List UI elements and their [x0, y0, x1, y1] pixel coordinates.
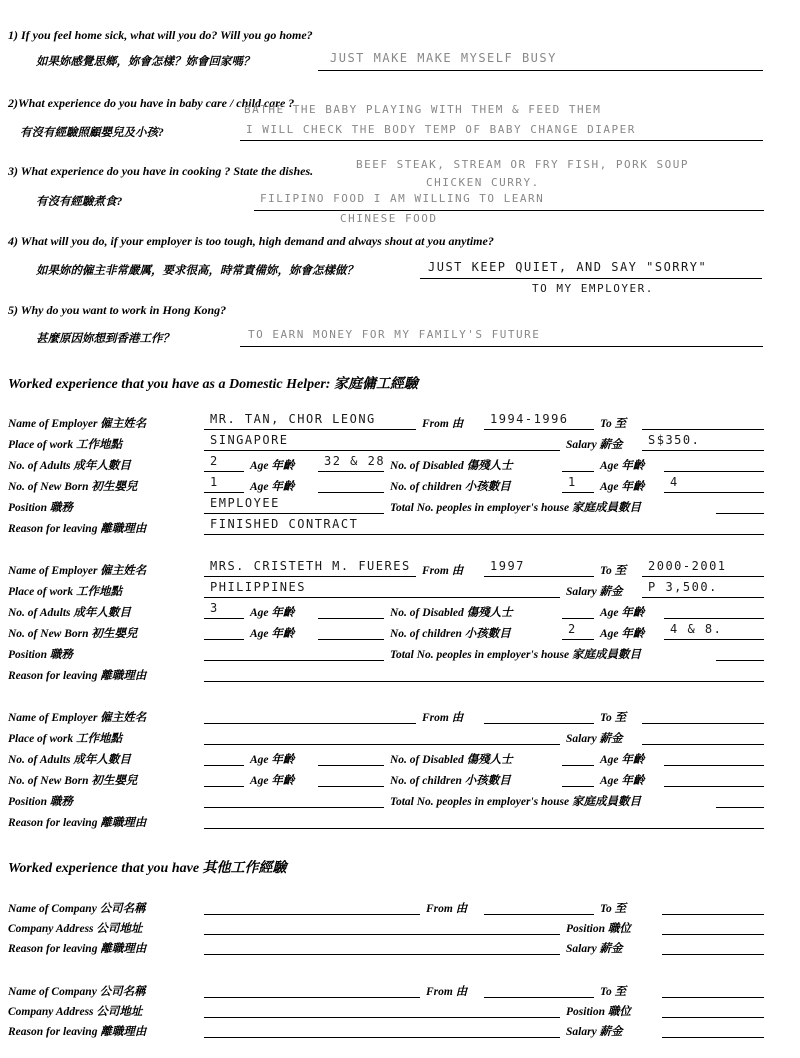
- field-line: [204, 934, 560, 935]
- field-line: [664, 639, 764, 640]
- label-no-disabled: No. of Disabled 傷殘人士: [390, 460, 513, 472]
- field-line: [318, 765, 384, 766]
- field-line: [642, 576, 764, 577]
- field-line: [204, 828, 764, 829]
- field-line: [562, 492, 594, 493]
- field-line: [484, 914, 594, 915]
- field-line: [318, 786, 384, 787]
- answer-4-line-1[interactable]: JUST KEEP QUIET, AND SAY "SORRY": [428, 260, 708, 274]
- field-line: [204, 639, 244, 640]
- domestic-section-title: Worked experience that you have as a Domestic Helper: 家庭傭工經驗: [8, 377, 418, 392]
- label-reason: Reason for leaving 離職理由: [8, 943, 147, 955]
- field-line: [318, 492, 384, 493]
- label-company-address: Company Address 公司地址: [8, 1006, 143, 1018]
- label-no-children: No. of children 小孩數目: [390, 628, 511, 640]
- label-age: Age 年齡: [250, 460, 295, 472]
- answer-3-line-2[interactable]: CHICKEN CURRY.: [426, 176, 540, 189]
- field-line: [204, 723, 416, 724]
- field-line: [204, 997, 420, 998]
- field-line: [484, 576, 594, 577]
- label-to: To 至: [600, 418, 627, 430]
- field-line: [662, 914, 764, 915]
- field-line: [484, 723, 594, 724]
- label-no-newborn: No. of New Born 初生嬰兒: [8, 481, 138, 493]
- field-line: [562, 786, 594, 787]
- adults-age-field[interactable]: 32 & 28: [324, 454, 386, 468]
- question-1: 1) If you feel home sick, what will you do? Will you go home?: [8, 28, 313, 42]
- label-no-newborn: No. of New Born 初生嬰兒: [8, 775, 138, 787]
- label-reason: Reason for leaving 離職理由: [8, 523, 147, 535]
- answer-4-line-2[interactable]: TO MY EMPLOYER.: [532, 282, 654, 295]
- field-line: [642, 597, 764, 598]
- field-line: [484, 429, 594, 430]
- field-line: [204, 429, 416, 430]
- children-count-field[interactable]: 2: [568, 622, 577, 636]
- field-line: [204, 597, 560, 598]
- field-line: [204, 471, 244, 472]
- label-name-company: Name of Company 公司名稱: [8, 986, 146, 998]
- field-line: [662, 1017, 764, 1018]
- question-2: 2)What experience do you have in baby care / child care ?: [8, 96, 295, 110]
- field-line: [204, 744, 560, 745]
- label-position: Position 職務: [8, 649, 73, 661]
- field-line: [716, 513, 764, 514]
- field-line: [664, 786, 764, 787]
- answer-1-line-1[interactable]: JUST MAKE MAKE MYSELF BUSY: [330, 51, 557, 65]
- employer-name-field[interactable]: MR. TAN, CHOR LEONG: [210, 412, 376, 426]
- question-1-zh: 如果妳感覺思鄉，妳會怎樣？妳會回家嗎？: [36, 56, 255, 68]
- label-no-adults: No. of Adults 成年人數目: [8, 754, 131, 766]
- field-line: [204, 534, 764, 535]
- employer-to-field[interactable]: 2000-2001: [648, 559, 727, 573]
- adults-count-field[interactable]: 2: [210, 454, 219, 468]
- label-salary: Salary 薪金: [566, 733, 623, 745]
- answer-3-line-1[interactable]: BEEF STEAK, STREAM OR FRY FISH, PORK SOUP: [356, 158, 690, 171]
- newborn-count-field[interactable]: 1: [210, 475, 219, 489]
- field-line: [204, 618, 244, 619]
- answer-2-line-2[interactable]: I WILL CHECK THE BODY TEMP OF BABY CHANGE DIAPER: [246, 123, 636, 136]
- label-age: Age 年齡: [250, 775, 295, 787]
- adults-count-field[interactable]: 3: [210, 601, 219, 615]
- field-line: [204, 914, 420, 915]
- label-from: From 由: [422, 565, 464, 577]
- employer-name-field[interactable]: MRS. CRISTETH M. FUERES: [210, 559, 411, 573]
- label-salary: Salary 薪金: [566, 1026, 623, 1038]
- label-age: Age 年齡: [600, 460, 645, 472]
- field-line: [664, 471, 764, 472]
- label-position: Position 職務: [8, 796, 73, 808]
- label-no-newborn: No. of New Born 初生嬰兒: [8, 628, 138, 640]
- answer-3-line-3[interactable]: FILIPINO FOOD I AM WILLING TO LEARN: [260, 192, 545, 205]
- answer-line: [318, 70, 763, 71]
- employer-from-field[interactable]: 1994-1996: [490, 412, 569, 426]
- field-line: [204, 576, 416, 577]
- label-position-company: Position 職位: [566, 1006, 631, 1018]
- question-4: 4) What will you do, if your employer is too tough, high demand and always shout at you anytime?: [8, 234, 494, 248]
- label-age: Age 年齡: [600, 628, 645, 640]
- label-from: From 由: [426, 986, 468, 998]
- field-line: [204, 807, 384, 808]
- employer-place-field[interactable]: SINGAPORE: [210, 433, 289, 447]
- field-line: [562, 639, 594, 640]
- label-age: Age 年齡: [600, 607, 645, 619]
- field-line: [664, 765, 764, 766]
- label-no-disabled: No. of Disabled 傷殘人士: [390, 754, 513, 766]
- label-name-company: Name of Company 公司名稱: [8, 903, 146, 915]
- field-line: [662, 954, 764, 955]
- field-line: [204, 660, 384, 661]
- label-company-address: Company Address 公司地址: [8, 923, 143, 935]
- label-reason: Reason for leaving 離職理由: [8, 1026, 147, 1038]
- employer-place-field[interactable]: PHILIPPINES: [210, 580, 306, 594]
- employer-position-field[interactable]: EMPLOYEE: [210, 496, 280, 510]
- label-no-adults: No. of Adults 成年人數目: [8, 460, 131, 472]
- question-3-zh: 有沒有經驗煮食?: [36, 196, 123, 208]
- label-to: To 至: [600, 986, 627, 998]
- label-position: Position 職務: [8, 502, 73, 514]
- other-section-title: Worked experience that you have 其他工作經驗: [8, 861, 287, 876]
- label-from: From 由: [422, 418, 464, 430]
- field-line: [204, 1017, 560, 1018]
- field-line: [204, 450, 560, 451]
- label-place-work: Place of work 工作地點: [8, 586, 123, 598]
- label-age: Age 年齡: [250, 607, 295, 619]
- label-age: Age 年齡: [250, 754, 295, 766]
- field-line: [642, 450, 764, 451]
- label-place-work: Place of work 工作地點: [8, 439, 123, 451]
- children-age-field[interactable]: 4: [670, 475, 679, 489]
- field-line: [562, 765, 594, 766]
- label-place-work: Place of work 工作地點: [8, 733, 123, 745]
- question-3: 3) What experience do you have in cooking ? State the dishes.: [8, 164, 314, 178]
- field-line: [642, 429, 764, 430]
- field-line: [204, 513, 384, 514]
- label-to: To 至: [600, 712, 627, 724]
- employer-salary-field[interactable]: S$350.: [648, 433, 701, 447]
- label-age: Age 年齡: [600, 754, 645, 766]
- field-line: [204, 954, 560, 955]
- employer-from-field[interactable]: 1997: [490, 559, 525, 573]
- label-no-children: No. of children 小孩數目: [390, 775, 511, 787]
- label-no-disabled: No. of Disabled 傷殘人士: [390, 607, 513, 619]
- label-total-people: Total No. peoples in employer's house 家庭成員數目: [390, 796, 641, 808]
- field-line: [716, 660, 764, 661]
- field-line: [204, 1037, 560, 1038]
- label-name-employer: Name of Employer 僱主姓名: [8, 565, 147, 577]
- field-line: [204, 681, 764, 682]
- field-line: [204, 786, 244, 787]
- employer-reason-field[interactable]: FINISHED CONTRACT: [210, 517, 359, 531]
- question-2-zh: 有沒有經驗照顧嬰兒及小孩?: [20, 127, 164, 139]
- children-count-field[interactable]: 1: [568, 475, 577, 489]
- question-5: 5) Why do you want to work in Hong Kong?: [8, 303, 227, 317]
- field-line: [662, 997, 764, 998]
- label-reason: Reason for leaving 離職理由: [8, 817, 147, 829]
- label-salary: Salary 薪金: [566, 943, 623, 955]
- answer-2-line-1[interactable]: BATHE THE BABY PLAYING WITH THEM & FEED THEM: [244, 103, 602, 116]
- label-position-company: Position 職位: [566, 923, 631, 935]
- label-age: Age 年齡: [600, 775, 645, 787]
- label-salary: Salary 薪金: [566, 586, 623, 598]
- employer-salary-field[interactable]: P 3,500.: [648, 580, 718, 594]
- label-name-employer: Name of Employer 僱主姓名: [8, 712, 147, 724]
- label-from: From 由: [426, 903, 468, 915]
- label-no-adults: No. of Adults 成年人數目: [8, 607, 131, 619]
- field-line: [484, 997, 594, 998]
- field-line: [716, 807, 764, 808]
- field-line: [318, 639, 384, 640]
- field-line: [318, 618, 384, 619]
- field-line: [642, 744, 764, 745]
- field-line: [204, 765, 244, 766]
- children-age-field[interactable]: 4 & 8.: [670, 622, 723, 636]
- label-from: From 由: [422, 712, 464, 724]
- label-no-children: No. of children 小孩數目: [390, 481, 511, 493]
- label-age: Age 年齡: [250, 481, 295, 493]
- field-line: [562, 618, 594, 619]
- label-age: Age 年齡: [600, 481, 645, 493]
- label-name-employer: Name of Employer 僱主姓名: [8, 418, 147, 430]
- field-line: [204, 492, 244, 493]
- answer-5-line-1[interactable]: TO EARN MONEY FOR MY FAMILY'S FUTURE: [248, 328, 541, 341]
- label-to: To 至: [600, 565, 627, 577]
- label-total-people: Total No. peoples in employer's house 家庭成員數目: [390, 649, 641, 661]
- question-4-zh: 如果妳的僱主非常嚴厲，要求很高，時常責備妳，妳會怎樣做？: [36, 265, 358, 277]
- field-line: [664, 618, 764, 619]
- field-line: [662, 1037, 764, 1038]
- answer-3-line-4[interactable]: CHINESE FOOD: [340, 212, 438, 225]
- field-line: [562, 471, 594, 472]
- answer-line: [240, 346, 763, 347]
- label-total-people: Total No. peoples in employer's house 家庭成員數目: [390, 502, 641, 514]
- label-age: Age 年齡: [250, 628, 295, 640]
- question-5-zh: 甚麼原因妳想到香港工作？: [36, 333, 174, 345]
- field-line: [318, 471, 384, 472]
- answer-line: [254, 210, 764, 211]
- label-salary: Salary 薪金: [566, 439, 623, 451]
- field-line: [662, 934, 764, 935]
- answer-line: [240, 140, 763, 141]
- label-reason: Reason for leaving 離職理由: [8, 670, 147, 682]
- field-line: [664, 492, 764, 493]
- label-to: To 至: [600, 903, 627, 915]
- answer-line: [420, 278, 762, 279]
- field-line: [642, 723, 764, 724]
